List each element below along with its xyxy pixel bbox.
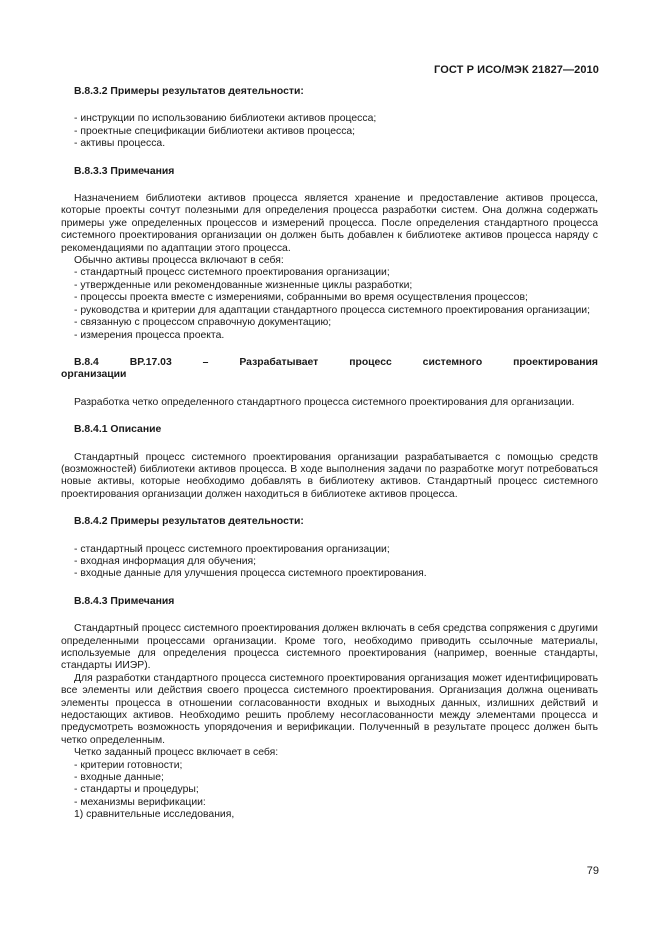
list-item: - входные данные; bbox=[74, 772, 164, 784]
body-b843 bbox=[61, 623, 598, 822]
section-heading-b842: B.8.4.2 Примеры результатов деятельности: bbox=[74, 516, 304, 528]
list-item: - механизмы верификации: bbox=[74, 796, 206, 808]
section-heading-b841: B.8.4.1 Описание bbox=[74, 424, 162, 436]
paragraph: Назначением библиотеки активов процесса является хранение и предоставление активов процесса, которые проекты сочтут полезными для определения процесса разработки систем. Она должна содержать примеры уже определенных процессов и измерений процесса. После определения стандартного процесса системного проектирования организации он должен быть добавлен к библиотеке активов процесса наряду с рекомендациями по адаптации этого процесса. bbox=[61, 193, 598, 254]
body-b833 bbox=[61, 193, 598, 342]
list-item: - критерии готовности; bbox=[74, 759, 183, 771]
list-item: - связанную с процессом справочную документацию; bbox=[74, 317, 332, 329]
list-item: 1) сравнительные исследования, bbox=[74, 809, 235, 821]
list-item: - утвержденные или рекомендованные жизненные циклы разработки; bbox=[74, 279, 413, 291]
paragraph: Стандартный процесс системного проектирования организации разрабатывается с помощью средств (возможностей) библиотеки активов процесса. В ходе выполнения задачи по разработке могут потребоваться новые активы, которые необходимо добавлять в библиотеку активов. Стандартный процесс системного проектирования организации должен находиться в библиотеке активов процесса. bbox=[61, 451, 598, 500]
section-heading-b833: B.8.3.3 Примечания bbox=[74, 165, 175, 177]
body-b841 bbox=[61, 452, 598, 502]
paragraph: Для разработки стандартного процесса системного проектирования организация может идентифицировать все элементы или действия своего процесса системного проектирования. Организация должна оценивать элементы процесса в отношении согласованности входных и выходных данных, излишних действий и недостающих активов. Необходимо решить проблему несогласованности между элементами процесса и предусмотреть возможность упорядочения и верификации. Полученный в результате процесс должен быть четко определенным. bbox=[61, 672, 598, 746]
section-heading-b84-cont: организации bbox=[61, 369, 127, 381]
document-standard-header: ГОСТ Р ИСО/МЭК 21827—2010 bbox=[434, 64, 599, 76]
section-heading-b832: B.8.3.2 Примеры результатов деятельности: bbox=[74, 86, 304, 97]
list-item: - процессы проекта вместе с измерениями, собранными во время осуществления процессов; bbox=[74, 292, 528, 304]
list-intro: Обычно активы процесса включают в себя: bbox=[74, 255, 284, 267]
list-intro: Четко заданный процесс включает в себя: bbox=[74, 747, 279, 759]
paragraph: Стандартный процесс системного проектирования должен включать в себя средства сопряжения с другими определенными процессами организации. Кроме того, необходимо приводить ссылочные материалы, используемые для определения процесса системного проектирования (например, военные стандарты, стандарты ИИЭР). bbox=[61, 623, 598, 672]
list-item: - проектные спецификации библиотеки активов процесса; bbox=[74, 125, 356, 137]
list-b832 bbox=[61, 113, 598, 150]
section-heading-b843: B.8.4.3 Примечания bbox=[74, 595, 175, 607]
section-heading-b84: B.8.4 BP.17.03 – Разрабатывает процесс системного проектирования bbox=[74, 356, 598, 368]
list-item: - входная информация для обучения; bbox=[74, 555, 257, 567]
list-item: - стандартный процесс системного проектирования организации; bbox=[74, 267, 390, 279]
list-item: - активы процесса. bbox=[74, 138, 166, 150]
page-number: 79 bbox=[586, 865, 599, 877]
list-item: - инструкции по использованию библиотеки активов процесса; bbox=[74, 113, 377, 125]
list-item: - руководства и критерии для адаптации стандартного процесса системного проектирования организации; bbox=[74, 304, 590, 316]
list-item: - стандарты и процедуры; bbox=[74, 784, 199, 796]
body-b84 bbox=[61, 397, 598, 409]
list-item: - стандартный процесс системного проектирования организации; bbox=[74, 543, 390, 555]
list-item: - измерения процесса проекта. bbox=[74, 329, 225, 341]
page-body bbox=[61, 86, 598, 822]
list-item: - входные данные для улучшения процесса системного проектирования. bbox=[74, 568, 427, 580]
list-b842 bbox=[61, 544, 598, 581]
paragraph: Разработка четко определенного стандартного процесса системного проектирования для организации. bbox=[74, 396, 575, 408]
